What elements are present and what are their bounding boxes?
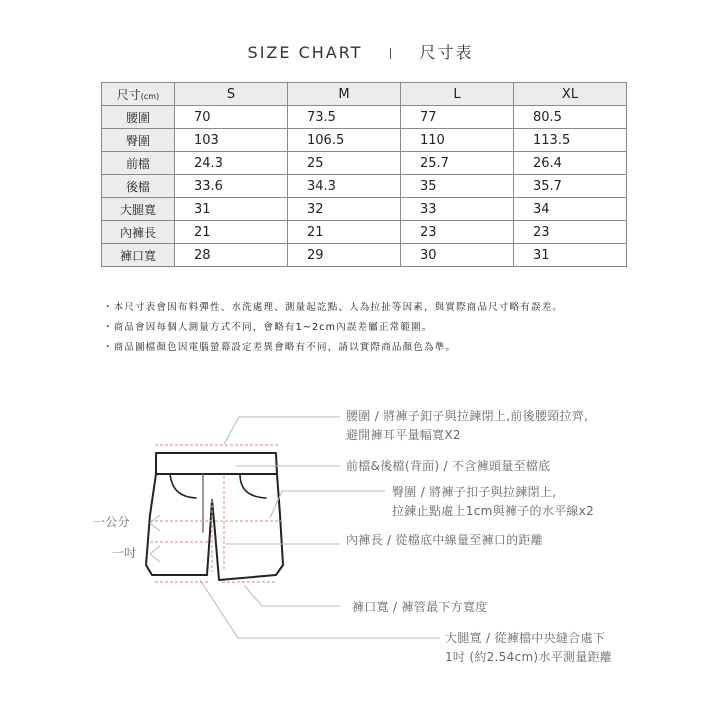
column-header-s: S: [175, 83, 288, 106]
cell-value: 24.3: [175, 152, 288, 175]
table-row-thigh: [102, 198, 627, 221]
row-label: 褲口寬: [102, 244, 175, 267]
row-label: 腰圍: [102, 106, 175, 129]
cell-value: 32: [288, 198, 401, 221]
cell-value: 25.7: [401, 152, 514, 175]
cell-value: 31: [514, 244, 627, 267]
shorts-illustration: [146, 453, 283, 580]
cell-value: 23: [514, 221, 627, 244]
cell-value: 26.4: [514, 152, 627, 175]
cell-value: 80.5: [514, 106, 627, 129]
cell-value: 21: [175, 221, 288, 244]
callout-inseam-line1: 內褲長 / 從檔底中線量至褲口的距離: [346, 533, 544, 547]
callout-waist: [346, 407, 588, 445]
table-row-waist: [102, 106, 627, 129]
callout-hip-line2: 拉鍊止點處上1cm與褲子的水平線x2: [392, 504, 595, 518]
title-english: SIZE CHART: [247, 43, 363, 62]
table-row-front-rise: [102, 152, 627, 175]
cell-value: 30: [401, 244, 514, 267]
callout-thigh-line2: 1吋 (約2.54cm)水平測量距離: [445, 650, 613, 664]
cell-value: 34.3: [288, 175, 401, 198]
cell-value: 31: [175, 198, 288, 221]
page-title: [0, 40, 721, 63]
column-header-xl: XL: [514, 83, 627, 106]
note-item: ・商品圖檔顏色因電腦螢幕設定差異會略有不同，請以實際商品顏色為準。: [103, 342, 457, 353]
cell-value: 77: [401, 106, 514, 129]
callout-hem: [352, 598, 488, 617]
title-divider: [390, 48, 391, 59]
row-label: 臀圍: [102, 129, 175, 152]
callout-rise-line1: 前檔&後檔(背面) / 不含褲頭量至檔底: [346, 459, 551, 473]
row-label: 前檔: [102, 152, 175, 175]
cell-value: 29: [288, 244, 401, 267]
note-item: ・本尺寸表會因布料彈性、水洗處理、測量起訖點、人為拉扯等因素，與實際商品尺寸略有誤差。: [103, 302, 564, 313]
corner-unit: (cm): [140, 91, 160, 101]
cell-value: 106.5: [288, 129, 401, 152]
callout-hip: [392, 483, 594, 521]
table-row-hip: [102, 129, 627, 152]
callout-waist-line1: 腰圍 / 將褲子釦子與拉鍊閉上,前後腰頸拉齊,: [346, 409, 589, 423]
cell-value: 113.5: [514, 129, 627, 152]
cell-value: 103: [175, 129, 288, 152]
column-header-l: L: [401, 83, 514, 106]
label-one-cm: 一公分: [93, 515, 130, 529]
cell-value: 34: [514, 198, 627, 221]
corner-label: 尺寸: [116, 87, 141, 102]
callout-thigh-line1: 大腿寬 / 從褲檔中央縫合處下: [445, 631, 606, 645]
cell-value: 70: [175, 106, 288, 129]
column-header-m: M: [288, 83, 401, 106]
callout-waist-line2: 避開褲耳平量幅寬X2: [346, 428, 461, 442]
callout-rise: [346, 457, 550, 476]
cell-value: 35.7: [514, 175, 627, 198]
row-label: 內褲長: [102, 221, 175, 244]
table-row-hem: [102, 244, 627, 267]
cell-value: 110: [401, 129, 514, 152]
cell-value: 25: [288, 152, 401, 175]
cell-value: 28: [175, 244, 288, 267]
table-corner-cell: [102, 83, 175, 106]
cell-value: 33.6: [175, 175, 288, 198]
notes-list: [103, 298, 563, 358]
cell-value: 35: [401, 175, 514, 198]
table-header-row: [102, 83, 627, 106]
callout-inseam: [346, 531, 543, 550]
note-item: ・商品會因每個人測量方式不同，會略有1~2cm內誤差屬正常範圍。: [103, 322, 433, 333]
cell-value: 21: [288, 221, 401, 244]
title-chinese: 尺寸表: [419, 43, 474, 62]
table-row-back-rise: [102, 175, 627, 198]
callout-hem-line1: 褲口寬 / 褲管最下方寬度: [352, 600, 488, 614]
cell-value: 33: [401, 198, 514, 221]
cell-value: 23: [401, 221, 514, 244]
row-label: 後檔: [102, 175, 175, 198]
callout-hip-line1: 臀圍 / 將褲子扣子與拉鍊閉上,: [392, 485, 557, 499]
label-one-inch: 一吋: [112, 546, 137, 560]
size-table: [101, 82, 627, 267]
callout-thigh: [445, 629, 612, 667]
table-row-inseam: [102, 221, 627, 244]
cell-value: 73.5: [288, 106, 401, 129]
row-label: 大腿寬: [102, 198, 175, 221]
